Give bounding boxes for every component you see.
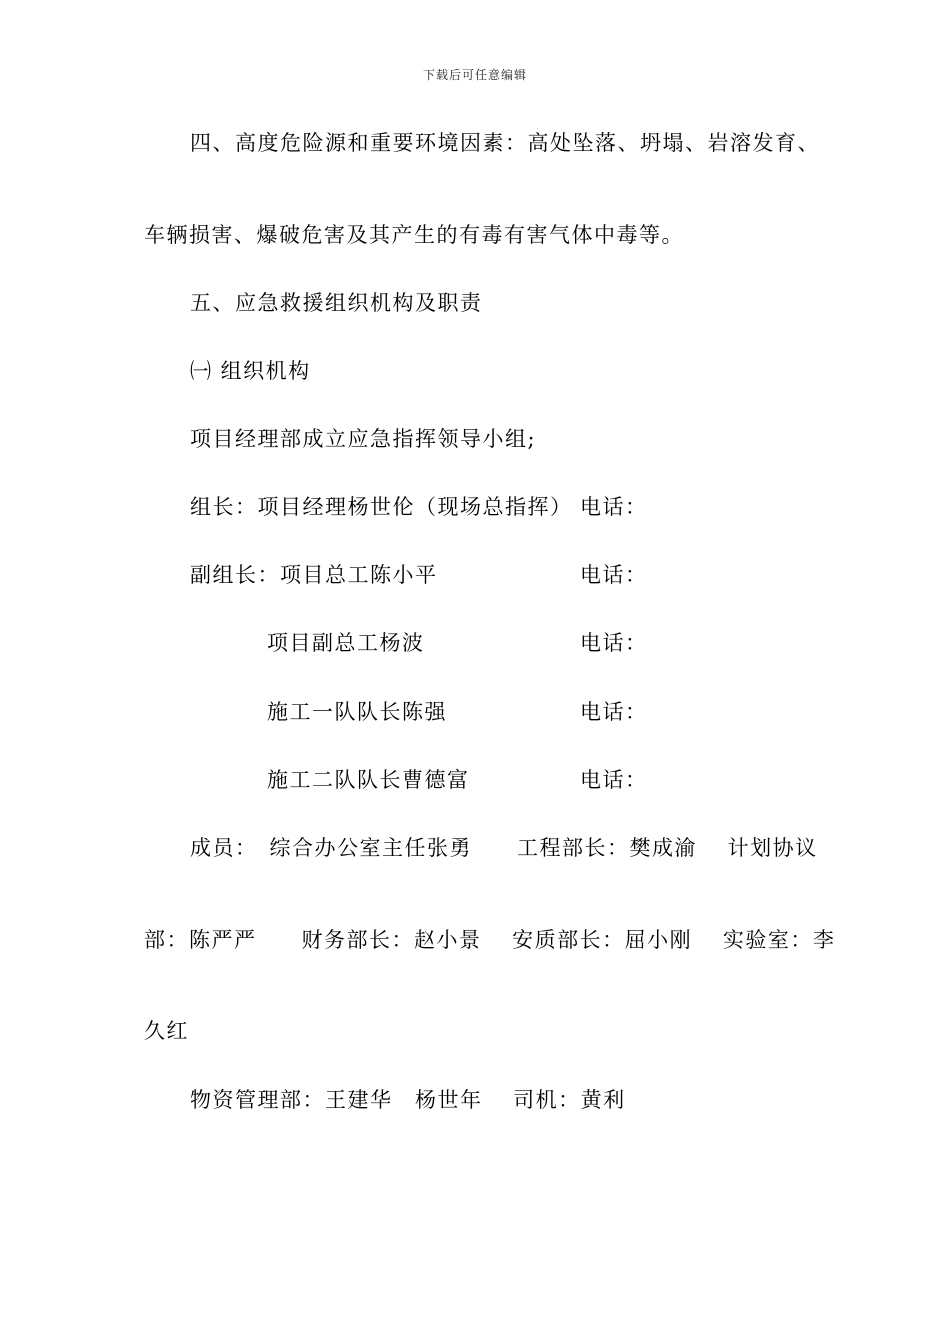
section5-title: 五、应急救援组织机构及职责	[190, 291, 483, 315]
leader-phone-2: 电话：	[580, 631, 648, 655]
leader-name-2: 项目副总工杨波	[267, 631, 425, 655]
leader-name-3: 施工一队队长陈强	[267, 700, 447, 724]
members-line3: 久红	[144, 1019, 189, 1043]
section5-intro: 项目经理部成立应急指挥领导小组;	[190, 427, 537, 451]
members-line4: 物资管理部：王建华 杨世年 司机：黄利	[190, 1088, 626, 1112]
leader-phone-3: 电话：	[580, 700, 648, 724]
section5-subtitle: ㈠ 组织机构	[190, 359, 311, 383]
members-line2: 部：陈严严 财务部长：赵小景 安质部长：屈小刚 实验室：李	[144, 928, 836, 952]
leader-phone-0: 电话：	[580, 495, 648, 519]
leader-phone-4: 电话：	[580, 768, 648, 792]
leader-name-1: 副组长：项目总工陈小平	[190, 563, 438, 587]
section4-line2: 车辆损害、爆破危害及其产生的有毒有害气体中毒等。	[144, 223, 684, 247]
section4-line1: 四、高度危险源和重要环境因素：高处坠落、坍塌、岩溶发育、	[190, 131, 820, 155]
members-line1: 成员： 综合办公室主任张勇 工程部长：樊成渝 计划协议	[190, 836, 818, 860]
leader-phone-1: 电话：	[580, 563, 648, 587]
leader-name-0: 组长：项目经理杨世伦（现场总指挥）	[190, 495, 573, 519]
leader-name-4: 施工二队队长曹德富	[267, 768, 470, 792]
page-header: 下载后可任意编辑	[422, 68, 527, 82]
